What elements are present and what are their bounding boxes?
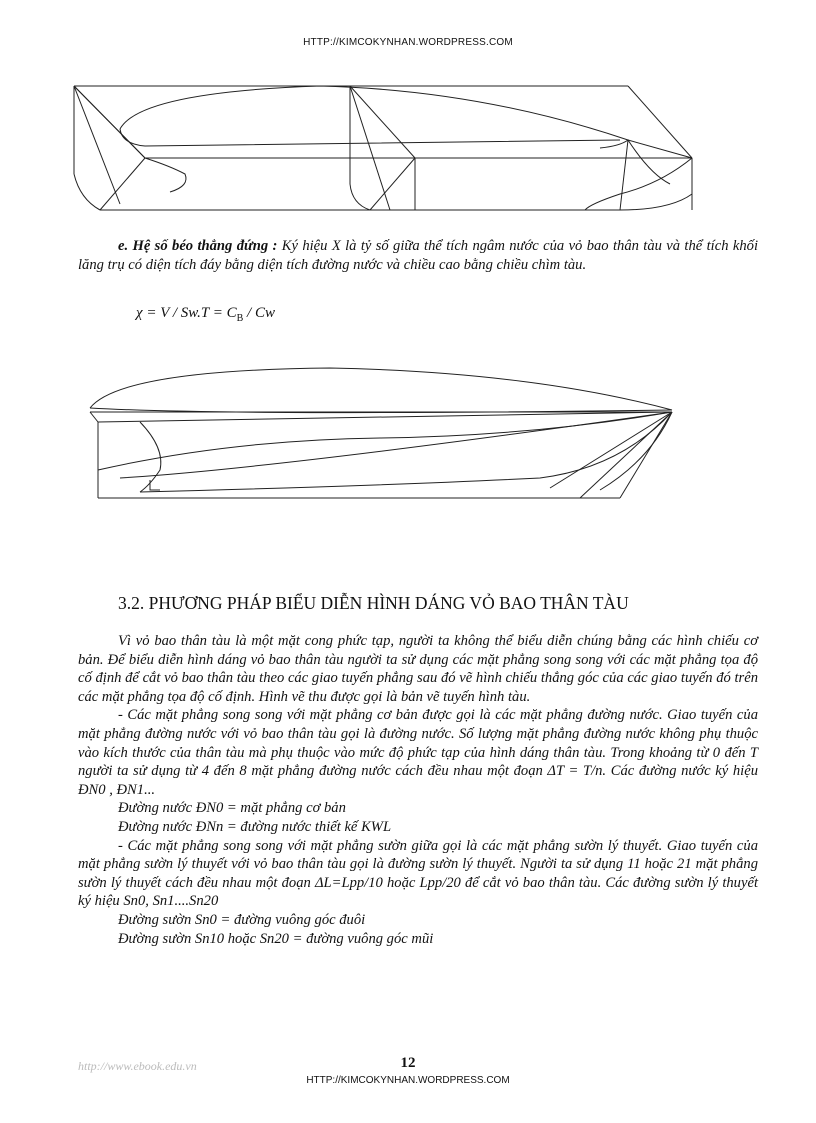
body-paragraph-2: - Các mặt phẳng song song với mặt phẳng cơ bản được gọi là các mặt phẳng đường nước. Giao tuyến của mặt phẳng đường nước với vỏ bao thân tàu gọi là đường nước. Số lượng mặt phẳng đường nước không phụ thuộc vào kích thước của thân tàu mà phụ thuộc vào mức độ phức tạp của hình dáng thân tàu. Trong khoảng từ 0 đến T người ta sử dụng từ 4 đến 8 mặt phẳng đường nước cách đều nhau một đoạn ΔT = T/n. Các đường nước ký hiệu ĐN0 , ĐN1... bbox=[78, 707, 758, 798]
page-number: 12 bbox=[400, 1055, 416, 1071]
formula bbox=[136, 305, 275, 324]
section-e-text: Ký hiệu X là tỷ số giữa thể tích ngâm nước của vỏ bao thân tàu và thể tích khối lăng trụ có diện tích đáy bằng diện tích đường nước và chiều cao bằng chiều chìm tàu. bbox=[78, 238, 759, 273]
body-paragraph-7: Đường sườn Sn10 hoặc Sn20 = đường vuông góc mũi bbox=[118, 930, 434, 947]
body-paragraph-1: Vì vỏ bao thân tàu là một mặt cong phức tạp, người ta không thể biểu diễn chúng bằng các hình chiếu cơ bản. Để biểu diễn hình dáng vỏ bao thân tàu người ta sử dụng các mặt phẳng song song với các mặt phẳng tọa độ cố định để cắt vỏ bao thân tàu theo các giao tuyến phẳng sau đó vẽ hình chiếu thẳng góc của các giao tuyến đó trên các mặt phẳng tọa độ cố định. Hình vẽ thu được gọi là bản vẽ tuyến hình tàu. bbox=[78, 633, 758, 705]
formula-subscript: B bbox=[236, 313, 244, 324]
section-e-paragraph bbox=[78, 237, 758, 274]
section-heading: 3.2. PHƯƠNG PHÁP BIỂU DIỄN HÌNH DÁNG VỎ BAO THÂN TÀU bbox=[118, 593, 629, 613]
body-paragraph-3: Đường nước ĐN0 = mặt phẳng cơ bản bbox=[118, 800, 346, 817]
page-footer-url: HTTP://KIMCOKYNHAN.WORDPRESS.COM bbox=[306, 1075, 510, 1086]
body-paragraph-6: Đường sườn Sn0 = đường vuông góc đuôi bbox=[118, 911, 366, 928]
hull-prism-figure bbox=[60, 74, 710, 224]
footer-watermark-link[interactable]: http://www.ebook.edu.vn bbox=[78, 1059, 197, 1073]
body-text bbox=[78, 632, 758, 948]
page-header-url: HTTP://KIMCOKYNHAN.WORDPRESS.COM bbox=[303, 37, 513, 48]
hull-prism-figure-2 bbox=[80, 360, 700, 530]
section-e-lead: e. Hệ số béo thẳng đứng : bbox=[118, 238, 278, 254]
formula-part2: / Cw bbox=[243, 305, 275, 321]
body-paragraph-4: Đường nước ĐNn = đường nước thiết kế KWL bbox=[118, 818, 392, 835]
formula-part1: χ = V / Sw.T = C bbox=[136, 305, 237, 321]
body-paragraph-5: - Các mặt phẳng song song với mặt phẳng sườn giữa gọi là các mặt phẳng sườn lý thuyết. Giao tuyến của mặt phẳng sườn lý thuyết với vỏ bao thân tàu gọi là đường sườn lý thuyết. Người ta sử dụng 11 hoặc 21 mặt phẳng sườn lý thuyết cách đều nhau một đoạn ΔL=Lpp/10 hoặc Lpp/20 để cắt vỏ bao thân tàu. Các đường sườn lý thuyết ký hiệu Sn0, Sn1....Sn20 bbox=[78, 837, 758, 910]
